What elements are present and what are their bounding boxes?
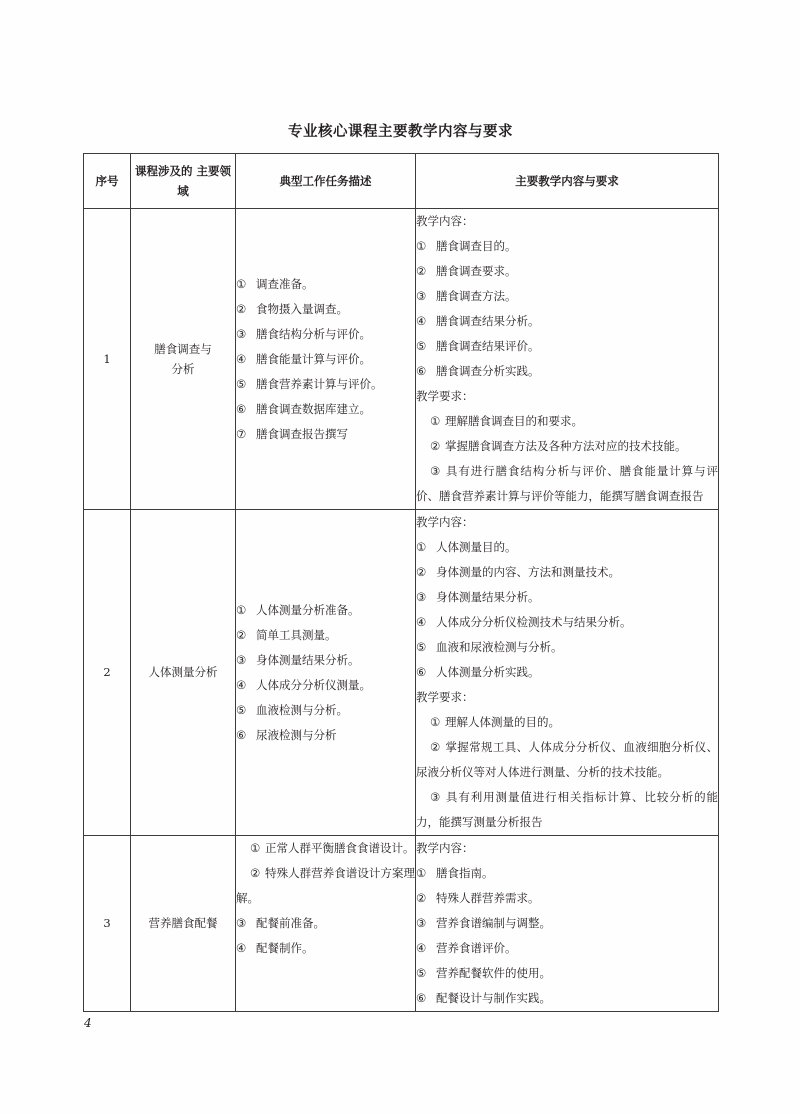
row-area-line1: 营养膳食配餐 xyxy=(148,916,218,931)
requirement-item xyxy=(416,710,718,735)
task-item xyxy=(236,936,415,961)
column-header-area-line2: 主要领域 xyxy=(177,163,231,198)
content-item xyxy=(416,585,718,610)
content-number: ④ xyxy=(416,941,427,955)
content-number: ④ xyxy=(416,615,427,629)
requirement-text: 掌握常规工具、人体成分分析仪、血液细胞分析仪、尿液分析仪等对人体进行测量、分析的技术技能。 xyxy=(416,740,718,779)
row-seq: 2 xyxy=(84,510,131,836)
column-header-area-line1: 课程涉及的 xyxy=(134,163,193,178)
content-text: 膳食调查要求。 xyxy=(436,264,517,278)
content-heading: 教学内容： xyxy=(416,515,474,529)
content-number: ① xyxy=(416,239,427,253)
task-text: 人体成分分析仪测量。 xyxy=(256,677,371,692)
content-text: 身体测量结果分析。 xyxy=(436,590,540,604)
content-text: 膳食指南。 xyxy=(436,866,494,880)
task-text: 配餐前准备。 xyxy=(256,916,325,930)
content-text: 膳食调查结果分析。 xyxy=(436,314,540,328)
table-header-row xyxy=(84,154,719,209)
requirement-text: 掌握膳食调查方法及各种方法对应的技术技能。 xyxy=(445,439,687,453)
row-area-line1: 人体测量分析 xyxy=(148,665,218,680)
task-text: 配餐制作。 xyxy=(256,941,314,955)
task-item xyxy=(236,623,415,648)
row-seq: 3 xyxy=(84,836,131,1012)
content-text: 营养配餐软件的使用。 xyxy=(436,966,551,980)
content-heading: 教学内容： xyxy=(416,214,474,228)
content-number: ④ xyxy=(416,314,427,328)
content-text: 配餐设计与制作实践。 xyxy=(436,991,551,1005)
content-text: 身体测量的内容、方法和测量技术。 xyxy=(436,565,620,579)
content-text: 血液和尿液检测与分析。 xyxy=(436,640,563,654)
task-number: ⑤ xyxy=(236,702,247,717)
content-item xyxy=(416,911,718,936)
content-item xyxy=(416,660,718,685)
content-text: 特殊人群营养需求。 xyxy=(436,891,540,905)
content-number: ② xyxy=(416,565,427,579)
content-heading: 教学要求： xyxy=(416,389,474,403)
content-item xyxy=(416,309,718,334)
task-text: 正常人群平衡膳食食谱设计。 xyxy=(265,841,415,855)
requirement-text: 具有进行膳食结构分析与评价、膳食能量计算与评价、膳食营养素计算与评价等能力，能撰写膳食调查报告 xyxy=(416,464,718,503)
column-header-content: 主要教学内容与要求 xyxy=(416,154,719,209)
task-number: ② xyxy=(250,866,261,880)
content-text: 膳食调查分析实践。 xyxy=(436,364,540,378)
content-item xyxy=(416,635,718,660)
curriculum-table xyxy=(83,153,719,1012)
requirement-number: ② xyxy=(430,439,441,453)
task-number: ① xyxy=(250,841,261,855)
task-number: ② xyxy=(236,301,247,316)
task-text: 食物摄入量调查。 xyxy=(256,301,348,316)
content-item xyxy=(416,936,718,961)
content-number: ① xyxy=(416,540,427,554)
page-number: 4 xyxy=(84,1016,92,1030)
requirement-number: ② xyxy=(430,740,441,754)
row-area-line1: 膳食调查与 xyxy=(154,341,212,356)
requirement-item xyxy=(416,785,718,835)
task-number: ④ xyxy=(236,677,247,692)
task-item xyxy=(236,272,415,297)
task-item xyxy=(236,648,415,673)
task-text: 膳食调查报告撰写 xyxy=(256,426,348,441)
content-text: 人体测量目的。 xyxy=(436,540,517,554)
task-text: 身体测量结果分析。 xyxy=(256,652,360,667)
task-number: ⑥ xyxy=(236,727,247,742)
task-text: 调查准备。 xyxy=(256,276,314,291)
requirement-text: 理解膳食调查目的和要求。 xyxy=(445,414,583,428)
requirement-item xyxy=(416,409,718,434)
content-number: ② xyxy=(416,264,427,278)
task-item xyxy=(236,422,415,447)
requirement-item xyxy=(416,735,718,785)
content-number: ⑤ xyxy=(416,966,427,980)
task-text: 特殊人群营养食谱设计方案理解。 xyxy=(236,866,415,905)
column-header-area xyxy=(131,154,236,209)
task-text: 血液检测与分析。 xyxy=(256,702,348,717)
task-number: ⑦ xyxy=(236,426,247,441)
content-text: 营养食谱编制与调整。 xyxy=(436,916,551,930)
content-item xyxy=(416,359,718,384)
task-number: ④ xyxy=(236,351,247,366)
task-item xyxy=(236,836,415,861)
row-area xyxy=(131,836,236,1012)
row-content xyxy=(416,510,719,836)
requirement-number: ① xyxy=(430,715,441,729)
content-number: ③ xyxy=(416,590,427,604)
table-row xyxy=(84,209,719,510)
content-text: 膳食调查结果评价。 xyxy=(436,339,540,353)
content-heading: 教学内容： xyxy=(416,841,474,855)
requirement-item xyxy=(416,434,718,459)
task-text: 膳食结构分析与评价。 xyxy=(256,326,371,341)
task-text: 简单工具测量。 xyxy=(256,627,337,642)
requirement-text: 理解人体测量的目的。 xyxy=(445,715,560,729)
task-text: 尿液检测与分析 xyxy=(256,727,337,742)
task-number: ③ xyxy=(236,652,247,667)
task-item xyxy=(236,723,415,748)
task-item xyxy=(236,322,415,347)
content-number: ③ xyxy=(416,289,427,303)
column-header-task: 典型工作任务描述 xyxy=(236,154,416,209)
requirement-text: 具有利用测量值进行相关指标计算、比较分析的能力，能撰写测量分析报告 xyxy=(416,790,718,829)
content-text: 膳食调查目的。 xyxy=(436,239,517,253)
content-number: ⑥ xyxy=(416,665,427,679)
row-area-line2: 分析 xyxy=(171,362,195,376)
content-number: ⑥ xyxy=(416,991,427,1005)
content-number: ② xyxy=(416,891,427,905)
requirement-number: ③ xyxy=(430,464,441,478)
content-text: 营养食谱评价。 xyxy=(436,941,517,955)
task-number: ③ xyxy=(236,916,247,930)
content-heading: 教学要求： xyxy=(416,690,474,704)
task-number: ⑤ xyxy=(236,376,247,391)
content-item xyxy=(416,535,718,560)
content-text: 人体测量分析实践。 xyxy=(436,665,540,679)
task-item xyxy=(236,911,415,936)
row-tasks xyxy=(236,209,416,510)
content-item xyxy=(416,259,718,284)
task-number: ⑥ xyxy=(236,401,247,416)
page-title: 专业核心课程主要教学内容与要求 xyxy=(288,123,513,140)
requirement-number: ① xyxy=(430,414,441,428)
row-tasks xyxy=(236,836,416,1012)
content-item xyxy=(416,986,718,1011)
row-area xyxy=(131,510,236,836)
content-text: 膳食调查方法。 xyxy=(436,289,517,303)
content-number: ⑥ xyxy=(416,364,427,378)
task-item xyxy=(236,698,415,723)
content-number: ① xyxy=(416,866,427,880)
task-item xyxy=(236,347,415,372)
table-row xyxy=(84,836,719,1012)
content-item xyxy=(416,234,718,259)
content-item xyxy=(416,610,718,635)
requirement-number: ③ xyxy=(430,790,441,804)
task-text: 膳食能量计算与评价。 xyxy=(256,351,371,366)
content-item xyxy=(416,861,718,886)
task-text: 膳食调查数据库建立。 xyxy=(256,401,371,416)
table-row xyxy=(84,510,719,836)
task-text: 人体测量分析准备。 xyxy=(256,602,360,617)
content-number: ⑤ xyxy=(416,640,427,654)
task-number: ① xyxy=(236,276,247,291)
row-content xyxy=(416,209,719,510)
task-number: ③ xyxy=(236,326,247,341)
row-tasks xyxy=(236,510,416,836)
task-item xyxy=(236,372,415,397)
task-item xyxy=(236,673,415,698)
task-text: 膳食营养素计算与评价。 xyxy=(256,376,383,391)
content-number: ⑤ xyxy=(416,339,427,353)
task-number: ① xyxy=(236,602,247,617)
task-item xyxy=(236,297,415,322)
content-number: ③ xyxy=(416,916,427,930)
content-item xyxy=(416,284,718,309)
column-header-seq: 序号 xyxy=(84,154,131,209)
row-area xyxy=(131,209,236,510)
task-item xyxy=(236,397,415,422)
content-text: 人体成分分析仪检测技术与结果分析。 xyxy=(436,615,632,629)
content-item xyxy=(416,961,718,986)
content-item xyxy=(416,886,718,911)
task-number: ② xyxy=(236,627,247,642)
content-item xyxy=(416,560,718,585)
task-number: ④ xyxy=(236,941,247,955)
row-content xyxy=(416,836,719,1012)
row-seq: 1 xyxy=(84,209,131,510)
content-item xyxy=(416,334,718,359)
requirement-item xyxy=(416,459,718,509)
task-item xyxy=(236,598,415,623)
task-item xyxy=(236,861,415,911)
